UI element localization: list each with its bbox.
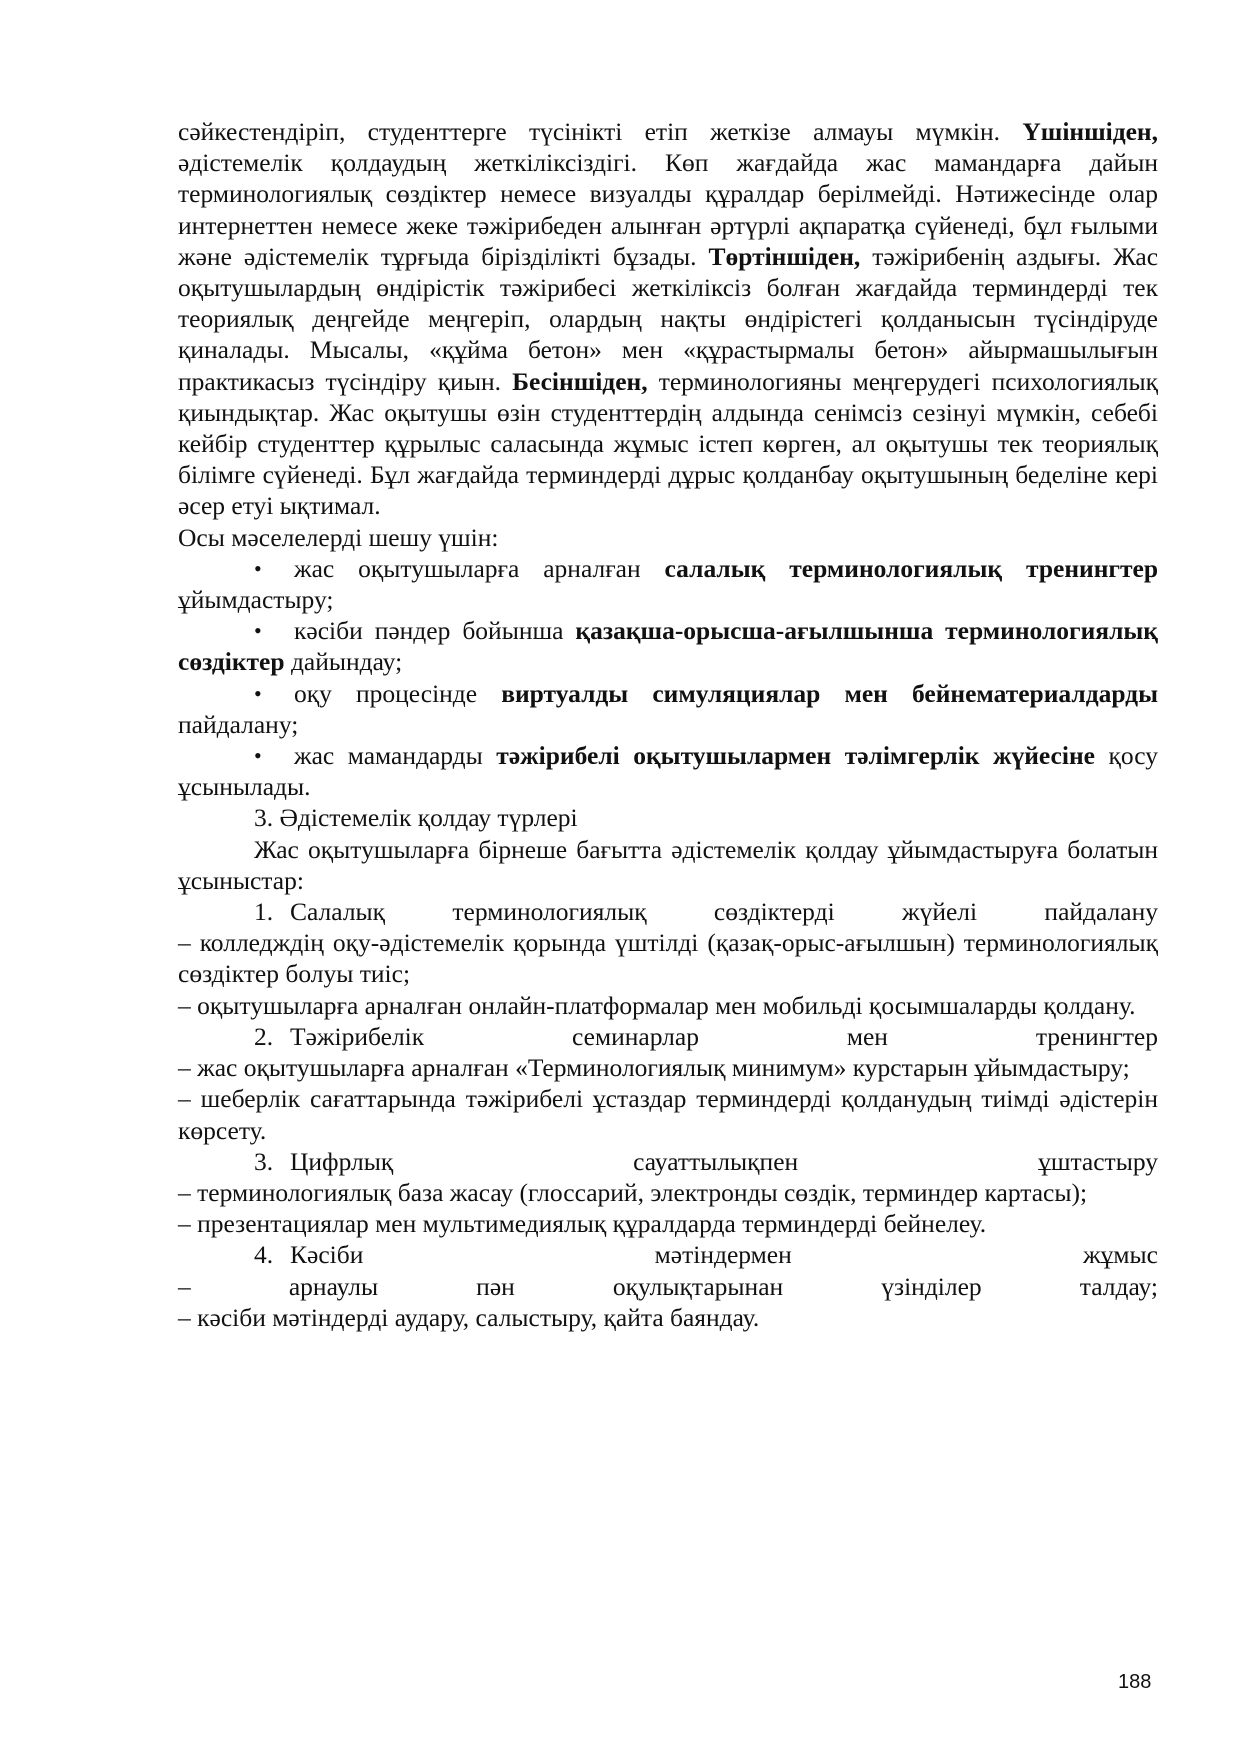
section-heading: 3. Әдістемелік қолдау түрлері — [254, 803, 578, 833]
list-item — [178, 553, 1158, 615]
text-run: сәйкестендіріп, студенттерге түсінікті етіп жеткізе алмауы мүмкін. — [178, 117, 1023, 146]
list-item — [178, 740, 1158, 802]
item-title — [178, 1021, 1158, 1052]
item-line: – кәсіби мәтіндерді аудару, салыстыру, қайта баяндау. — [178, 1302, 760, 1332]
item-title — [178, 1146, 1158, 1177]
numbered-item — [178, 896, 1158, 1021]
bullet-list — [178, 553, 1158, 803]
list-item — [178, 615, 1158, 677]
item-title-text: Салалық терминологиялық сөздіктерді жүйелі пайдалану — [290, 897, 1158, 927]
section-intro: Жас оқытушыларға бірнеше бағытта әдістемелік қолдау ұйымдастыруға болатын ұсыныстар: — [178, 834, 1158, 895]
text-run: пайдалану; — [178, 709, 299, 739]
bold-term: тәжірибелі оқытушылармен тәлімгерлік жүйесіне — [496, 741, 1095, 771]
text-run: оқу процесінде — [294, 678, 502, 708]
item-line: – оқытушыларға арналған онлайн-платформалар мен мобильді қосымшаларды қолдану. — [178, 990, 1136, 1020]
paragraph-solutions-lead: Осы мәселелерді шешу үшін: — [178, 522, 499, 552]
bold-term: Төртіншіден, — [708, 241, 861, 271]
text-run: дайындау; — [284, 647, 403, 677]
text-run: қосу ұсынылады. — [178, 741, 1158, 802]
numbered-item — [178, 1021, 1158, 1146]
bold-term: салалық терминологиялық тренингтер — [664, 553, 1159, 583]
text-run: терминологияны меңгерудегі психологиялық қиындықтар. Жас оқытушы өзін студенттердің алдында сенімсіз сезінуі мүмкін, себебі кейбір студенттер құрылыс саласында жұмыс істеп көрген, ал оқытушы тек теориялық білімге сүйенеді. Бұл жағдайда терминдерді дұрыс қолданбау оқытушының беделіне кері әсер етуі ықтимал. — [178, 366, 1158, 521]
text-run: ұйымдастыру; — [178, 585, 334, 615]
item-number: 2. — [254, 1021, 274, 1051]
item-number: 1. — [254, 897, 274, 927]
item-line: – колледждің оқу-әдістемелік қорында үштілді (қазақ-орыс-ағылшын) терминологиялық сөздіктер болуы тиіс; — [178, 928, 1158, 989]
bold-term: виртуалды симуляциялар мен бейнематериалдарды — [501, 678, 1158, 708]
page-body — [178, 116, 1158, 1333]
item-title-text: Тәжірибелік семинарлар мен тренингтер — [290, 1021, 1158, 1051]
item-line: – шеберлік сағаттарында тәжірибелі ұстаздар терминдерді қолданудың тиімді әдістерін көрсету. — [178, 1084, 1158, 1145]
numbered-item — [178, 1239, 1158, 1333]
item-line: – терминологиялық база жасау (глоссарий, электронды сөздік, терминдер картасы); — [178, 1177, 1088, 1207]
text-run: тәжірибенің аздығы. Жас оқытушылардың өндірістік тәжірибесі жеткіліксіз болған жағдайда терминдерді тек теориялық деңгейде меңгеріп, олардың нақты өндірістегі қолданысын түсіндіруде қиналады. Мысалы, «құйма бетон» мен «құрастырмалы бетон» айырмашылығын практикасыз түсіндіру қиын. — [178, 241, 1159, 396]
item-number: 3. — [254, 1146, 274, 1176]
text-run: кәсіби пәндер бойынша — [294, 616, 576, 646]
item-title-text: Кәсіби мәтіндермен жұмыс — [290, 1240, 1158, 1270]
list-item — [178, 678, 1158, 740]
item-number: 4. — [254, 1240, 274, 1270]
item-title-text: Цифрлық сауаттылықпен ұштастыру — [290, 1146, 1158, 1176]
item-line: – презентациялар мен мультимедиялық құралдарда терминдерді бейнелеу. — [178, 1209, 987, 1239]
numbered-item — [178, 1146, 1158, 1240]
bold-term: Үшіншіден, — [1022, 117, 1158, 146]
item-title — [178, 896, 1158, 927]
item-line: – арнаулы пән оқулықтарынан үзінділер талдау; — [178, 1271, 1158, 1301]
paragraph-problems — [178, 116, 1158, 522]
item-title — [178, 1239, 1158, 1270]
text-run: әдістемелік қолдаудың жеткіліксіздігі. Көп жағдайда жас мамандарға дайын терминологиялық сөздіктер немесе визуалды құралдар берілмейді. Нәтижесінде олар интернеттен немесе жеке тәжірибеден алынған әртүрлі ақпаратқа сүйенеді, бұл ғылыми және әдістемелік тұрғыда бірізділікті бұзады. — [178, 148, 1158, 271]
bold-term: қазақша-орысша-ағылшынша терминологиялық сөздіктер — [178, 616, 1158, 677]
text-run: жас оқытушыларға арналған — [294, 553, 665, 583]
page-number: 188 — [1118, 1671, 1152, 1693]
text-run: жас мамандарды — [294, 741, 497, 771]
item-line: – жас оқытушыларға арналған «Терминологиялық минимум» курстарын ұйымдастыру; — [178, 1053, 1130, 1083]
bold-term: Бесіншіден, — [512, 366, 648, 396]
